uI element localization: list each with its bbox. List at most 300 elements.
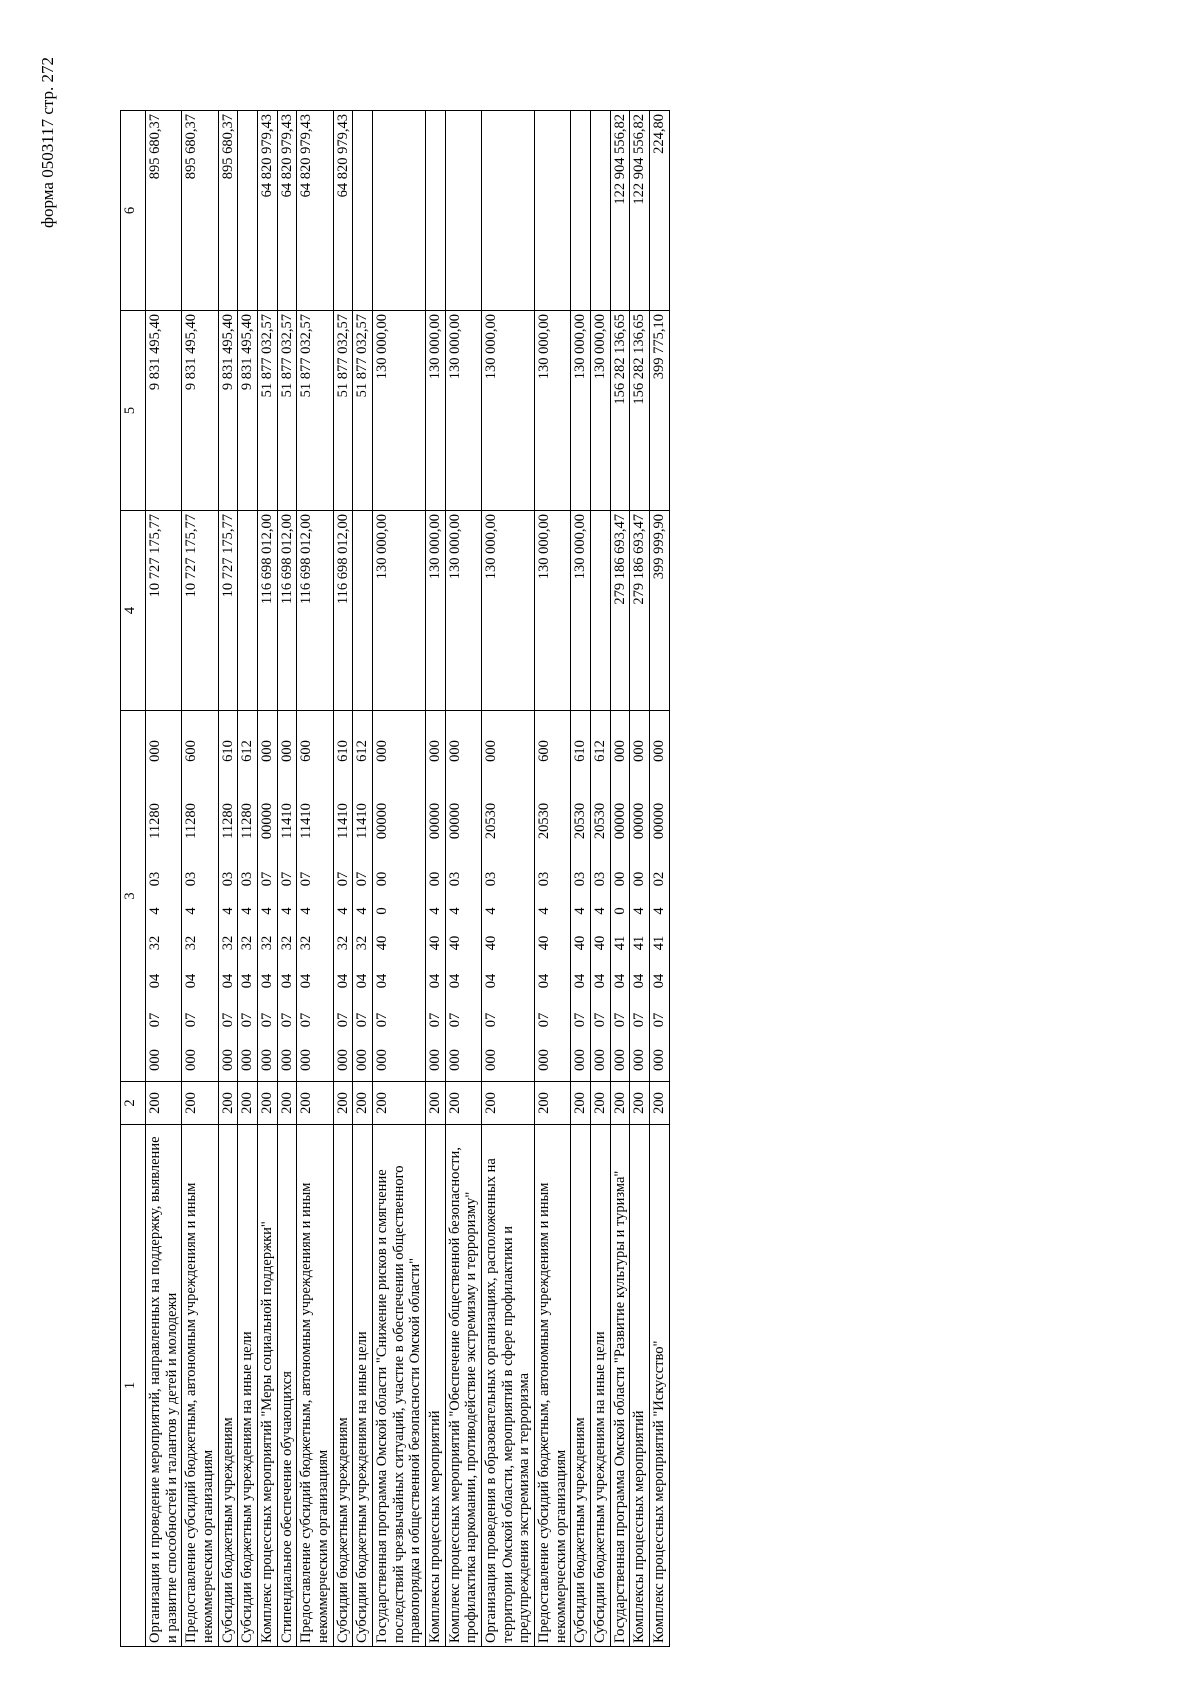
code-segments: [483, 711, 500, 1081]
code-segment: 07: [278, 1012, 295, 1028]
code-segment: 07: [219, 1012, 236, 1028]
line-code-cell: 200: [373, 1082, 426, 1125]
code-segment: 32: [219, 935, 236, 951]
code-segment: 000: [147, 1049, 163, 1071]
row-name-cell: Субсидии бюджетным учреждениям на иные цели: [238, 1125, 258, 1647]
code-segment: 32: [278, 935, 295, 951]
row-name-cell: Предоставление субсидий бюджетным, автономным учреждениям и иным некоммерческим организациям: [535, 1125, 571, 1647]
code-segment: 04: [651, 973, 668, 989]
code-segment: 000: [427, 740, 444, 762]
code-segment: 11280: [183, 803, 200, 839]
line-code-cell: 200: [630, 1082, 650, 1125]
code-segment: 04: [611, 973, 628, 989]
executed-amount-cell: 9 831 495,40: [238, 311, 258, 511]
line-code-cell: 200: [535, 1082, 571, 1125]
line-code-cell: 200: [258, 1082, 278, 1125]
code-segment: 000: [147, 740, 163, 762]
code-segment: 32: [354, 935, 371, 951]
unexecuted-amount-cell: 895 680,37: [146, 111, 182, 311]
approved-amount-cell: 279 186 693,47: [610, 511, 630, 711]
executed-amount-cell: 130 000,00: [373, 311, 426, 511]
classification-code-cell: [333, 711, 353, 1082]
code-segments: [612, 711, 629, 1081]
code-segment: 04: [259, 973, 276, 989]
code-segment: 000: [651, 740, 668, 762]
code-segment: 000: [374, 740, 391, 762]
code-segments: [447, 711, 464, 1081]
approved-amount-cell: 399 999,90: [650, 511, 670, 711]
code-segments: [536, 711, 553, 1081]
code-segment: 03: [592, 871, 609, 887]
code-segment: 04: [334, 973, 351, 989]
row-name-cell: Комплекс процессных мероприятий "Обеспечение общественной безопасности, профилактика наркомании, противодействие экстремизму и терроризму": [445, 1125, 481, 1647]
code-segments: [239, 711, 256, 1081]
code-segment: 07: [354, 1012, 371, 1028]
code-segment: 07: [427, 1012, 444, 1028]
code-segment: 612: [592, 740, 609, 762]
code-segment: 32: [334, 935, 351, 951]
executed-amount-cell: 51 877 032,57: [258, 311, 278, 511]
classification-code-cell: [535, 711, 571, 1082]
code-segment: 11410: [278, 803, 295, 839]
code-segment: 00000: [374, 802, 391, 840]
unexecuted-amount-cell: [238, 111, 258, 311]
code-segments: [572, 711, 589, 1081]
classification-code-cell: [218, 711, 238, 1082]
unexecuted-amount-cell: 122 904 556,82: [610, 111, 630, 311]
code-segment: 600: [536, 740, 553, 762]
code-segment: 03: [536, 871, 553, 887]
approved-amount-cell: [353, 511, 373, 711]
code-segment: 07: [334, 871, 351, 887]
code-segment: 07: [483, 1012, 500, 1028]
code-segments: [354, 711, 371, 1081]
code-segment: 4: [183, 907, 200, 915]
code-segment: 000: [427, 1049, 444, 1071]
executed-amount-cell: 9 831 495,40: [146, 311, 182, 511]
column-header: 5: [121, 311, 146, 511]
unexecuted-amount-cell: [426, 111, 446, 311]
code-segment: 07: [446, 1012, 463, 1028]
code-segment: 4: [147, 907, 163, 915]
table-row: [277, 111, 297, 1647]
classification-code-cell: [297, 711, 333, 1082]
unexecuted-amount-cell: 895 680,37: [218, 111, 238, 311]
code-segment: 4: [278, 907, 295, 915]
row-name-cell: Субсидии бюджетным учреждениям на иные цели: [591, 1125, 611, 1647]
code-segments: [374, 711, 391, 1081]
code-segment: 600: [183, 740, 200, 762]
row-name-cell: Субсидии бюджетным учреждениям: [333, 1125, 353, 1647]
approved-amount-cell: 130 000,00: [571, 511, 591, 711]
form-number-label: форма 0503117 стр. 272: [38, 57, 57, 228]
code-segment: 04: [446, 973, 463, 989]
code-segments: [279, 711, 296, 1081]
code-segment: 11280: [147, 803, 163, 839]
code-segment: 04: [536, 973, 553, 989]
code-segment: 000: [354, 1049, 371, 1071]
line-code-cell: 200: [333, 1082, 353, 1125]
code-segment: 04: [592, 973, 609, 989]
code-segment: 000: [446, 740, 463, 762]
code-segment: 07: [183, 1012, 200, 1028]
classification-code-cell: [445, 711, 481, 1082]
classification-code-cell: [571, 711, 591, 1082]
table-row: [297, 111, 333, 1647]
code-segment: 07: [592, 1012, 609, 1028]
code-segment: 000: [631, 1049, 648, 1071]
code-segment: 00: [611, 871, 628, 887]
approved-amount-cell: [591, 511, 611, 711]
code-segment: 03: [239, 871, 256, 887]
column-header: 6: [121, 111, 146, 311]
code-segment: 04: [183, 973, 200, 989]
code-segment: 00000: [259, 802, 276, 840]
approved-amount-cell: [238, 511, 258, 711]
executed-amount-cell: 130 000,00: [591, 311, 611, 511]
line-code-cell: 200: [277, 1082, 297, 1125]
code-segment: 40: [374, 935, 391, 951]
code-segment: 04: [483, 973, 500, 989]
code-segment: 000: [278, 740, 295, 762]
code-segment: 04: [374, 973, 391, 989]
unexecuted-amount-cell: [353, 111, 373, 311]
line-code-cell: 200: [610, 1082, 630, 1125]
code-segment: 11280: [219, 803, 236, 839]
code-segment: 03: [572, 871, 589, 887]
code-segment: 000: [611, 1049, 628, 1071]
code-segment: 00000: [611, 802, 628, 840]
classification-code-cell: [591, 711, 611, 1082]
code-segment: 40: [536, 935, 553, 951]
code-segment: 04: [239, 973, 256, 989]
code-segment: 4: [651, 907, 668, 915]
code-segments: [259, 711, 276, 1081]
code-segment: 00: [631, 871, 648, 887]
code-segment: 03: [446, 871, 463, 887]
executed-amount-cell: 9 831 495,40: [182, 311, 218, 511]
code-segment: 4: [631, 907, 648, 915]
code-segment: 07: [631, 1012, 648, 1028]
row-name-cell: Субсидии бюджетным учреждениям: [218, 1125, 238, 1647]
code-segments: [183, 711, 200, 1081]
table-row: [373, 111, 426, 1647]
executed-amount-cell: 156 282 136,65: [630, 311, 650, 511]
code-segment: 000: [536, 1049, 553, 1071]
code-segment: 07: [259, 871, 276, 887]
code-segment: 4: [483, 907, 500, 915]
table-row: [630, 111, 650, 1647]
classification-code-cell: [146, 711, 182, 1082]
code-segment: 07: [278, 871, 295, 887]
code-segment: 4: [334, 907, 351, 915]
code-segment: 41: [611, 935, 628, 951]
approved-amount-cell: 130 000,00: [482, 511, 535, 711]
code-segment: 20530: [536, 802, 553, 840]
code-segment: 03: [147, 871, 163, 887]
classification-code-cell: [373, 711, 426, 1082]
code-segment: 000: [483, 1049, 500, 1071]
classification-code-cell: [353, 711, 373, 1082]
code-segment: 07: [239, 1012, 256, 1028]
code-segment: 00: [427, 871, 444, 887]
code-segment: 00000: [446, 802, 463, 840]
code-segment: 32: [183, 935, 200, 951]
unexecuted-amount-cell: [535, 111, 571, 311]
code-segment: 4: [354, 907, 371, 915]
code-segment: 07: [611, 1012, 628, 1028]
code-segment: 00000: [631, 802, 648, 840]
code-segment: 11410: [354, 803, 371, 839]
code-segment: 4: [219, 907, 236, 915]
code-segment: 02: [651, 871, 668, 887]
approved-amount-cell: 130 000,00: [373, 511, 426, 711]
executed-amount-cell: 130 000,00: [571, 311, 591, 511]
line-code-cell: 200: [426, 1082, 446, 1125]
code-segments: [651, 711, 668, 1081]
table-row: [571, 111, 591, 1647]
approved-amount-cell: 279 186 693,47: [630, 511, 650, 711]
column-header: 2: [121, 1082, 146, 1125]
code-segment: 00000: [427, 802, 444, 840]
code-segment: 000: [219, 1049, 236, 1071]
code-segment: 40: [592, 935, 609, 951]
code-segments: [298, 711, 315, 1081]
code-segment: 07: [374, 1012, 391, 1028]
code-segment: 03: [219, 871, 236, 887]
code-segment: 00: [374, 871, 391, 887]
code-segment: 610: [334, 740, 351, 762]
unexecuted-amount-cell: [482, 111, 535, 311]
code-segment: 41: [651, 935, 668, 951]
executed-amount-cell: 9 831 495,40: [218, 311, 238, 511]
code-segment: 40: [483, 935, 500, 951]
unexecuted-amount-cell: 224,80: [650, 111, 670, 311]
row-name-cell: Предоставление субсидий бюджетным, автономным учреждениям и иным некоммерческим организациям: [297, 1125, 333, 1647]
table-row: [182, 111, 218, 1647]
code-segment: 04: [298, 973, 315, 989]
code-segment: 000: [592, 1049, 609, 1071]
code-segment: 000: [631, 740, 648, 762]
executed-amount-cell: 130 000,00: [426, 311, 446, 511]
row-name-cell: Комплекс процессных мероприятий "Меры социальной поддержки": [258, 1125, 278, 1647]
table-row: [650, 111, 670, 1647]
code-segment: 20530: [572, 802, 589, 840]
code-segment: 07: [298, 1012, 315, 1028]
code-segment: 04: [631, 973, 648, 989]
code-segment: 000: [572, 1049, 589, 1071]
code-segment: 04: [219, 973, 236, 989]
approved-amount-cell: 116 698 012,00: [333, 511, 353, 711]
code-segment: 07: [572, 1012, 589, 1028]
code-segment: 04: [147, 973, 163, 989]
code-segment: 000: [278, 1049, 295, 1071]
executed-amount-cell: 130 000,00: [445, 311, 481, 511]
code-segment: 03: [183, 871, 200, 887]
classification-code-cell: [258, 711, 278, 1082]
code-segment: 07: [354, 871, 371, 887]
line-code-cell: 200: [238, 1082, 258, 1125]
code-segment: 32: [298, 935, 315, 951]
executed-amount-cell: 51 877 032,57: [297, 311, 333, 511]
code-segment: 4: [239, 907, 256, 915]
code-segment: 07: [334, 1012, 351, 1028]
code-segments: [147, 711, 164, 1081]
unexecuted-amount-cell: [445, 111, 481, 311]
line-code-cell: 200: [445, 1082, 481, 1125]
unexecuted-amount-cell: 122 904 556,82: [630, 111, 650, 311]
classification-code-cell: [426, 711, 446, 1082]
approved-amount-cell: 116 698 012,00: [277, 511, 297, 711]
row-name-cell: Стипендиальное обеспечение обучающихся: [277, 1125, 297, 1647]
code-segment: 07: [298, 871, 315, 887]
code-segment: 000: [446, 1049, 463, 1071]
column-header: 3: [121, 711, 146, 1082]
code-segment: 612: [239, 740, 256, 762]
code-segment: 000: [298, 1049, 315, 1071]
code-segments: [427, 711, 444, 1081]
table-row: [333, 111, 353, 1647]
classification-code-cell: [482, 711, 535, 1082]
code-segment: 4: [427, 907, 444, 915]
code-segment: 610: [572, 740, 589, 762]
table-row: [482, 111, 535, 1647]
unexecuted-amount-cell: [591, 111, 611, 311]
line-code-cell: 200: [571, 1082, 591, 1125]
unexecuted-amount-cell: [571, 111, 591, 311]
classification-code-cell: [630, 711, 650, 1082]
row-name-cell: Организация и проведение мероприятий, направленных на поддержку, выявление и развитие способностей и талантов у детей и молодежи: [146, 1125, 182, 1647]
line-code-cell: 200: [650, 1082, 670, 1125]
code-segment: 4: [536, 907, 553, 915]
row-name-cell: Предоставление субсидий бюджетным, автономным учреждениям и иным некоммерческим организациям: [182, 1125, 218, 1647]
line-code-cell: 200: [297, 1082, 333, 1125]
code-segment: 11410: [334, 803, 351, 839]
code-segments: [220, 711, 237, 1081]
code-segment: 0: [611, 907, 628, 915]
approved-amount-cell: 10 727 175,77: [182, 511, 218, 711]
row-name-cell: Комплексы процессных мероприятий: [630, 1125, 650, 1647]
code-segment: 4: [446, 907, 463, 915]
classification-code-cell: [238, 711, 258, 1082]
executed-amount-cell: 51 877 032,57: [333, 311, 353, 511]
classification-code-cell: [277, 711, 297, 1082]
approved-amount-cell: 10 727 175,77: [218, 511, 238, 711]
code-segment: 610: [219, 740, 236, 762]
executed-amount-cell: 156 282 136,65: [610, 311, 630, 511]
code-segment: 04: [572, 973, 589, 989]
line-code-cell: 200: [591, 1082, 611, 1125]
row-name-cell: Субсидии бюджетным учреждениям: [571, 1125, 591, 1647]
code-segment: 000: [239, 1049, 256, 1071]
column-header: 4: [121, 511, 146, 711]
table-row: [238, 111, 258, 1647]
line-code-cell: 200: [482, 1082, 535, 1125]
row-name-cell: Комплекс процессных мероприятий "Искусство": [650, 1125, 670, 1647]
column-header: 1: [121, 1125, 146, 1647]
code-segment: 07: [651, 1012, 668, 1028]
classification-code-cell: [610, 711, 630, 1082]
code-segment: 40: [427, 935, 444, 951]
table-body: [146, 111, 670, 1647]
line-code-cell: 200: [353, 1082, 373, 1125]
code-segment: 000: [374, 1049, 391, 1071]
executed-amount-cell: 130 000,00: [535, 311, 571, 511]
code-segments: [335, 711, 352, 1081]
approved-amount-cell: 116 698 012,00: [258, 511, 278, 711]
code-segment: 0: [374, 907, 391, 915]
code-segment: 32: [147, 935, 163, 951]
code-segment: 000: [611, 740, 628, 762]
row-name-cell: Государственная программа Омской области "Развитие культуры и туризма": [610, 1125, 630, 1647]
code-segment: 000: [651, 1049, 668, 1071]
code-segment: 20530: [592, 802, 609, 840]
code-segment: 07: [147, 1012, 163, 1028]
approved-amount-cell: 130 000,00: [426, 511, 446, 711]
unexecuted-amount-cell: 64 820 979,43: [297, 111, 333, 311]
table-row: [426, 111, 446, 1647]
row-name-cell: Государственная программа Омской области "Снижение рисков и смягчение последствий чрезвычайных ситуаций, участие в обеспечении общественного правопорядка и общественной безопасности Омской области": [373, 1125, 426, 1647]
code-segment: 07: [536, 1012, 553, 1028]
code-segment: 04: [278, 973, 295, 989]
table-row: [146, 111, 182, 1647]
table-row: [445, 111, 481, 1647]
executed-amount-cell: 130 000,00: [482, 311, 535, 511]
code-segment: 4: [259, 907, 276, 915]
rotated-page: [120, 0, 1080, 1697]
executed-amount-cell: 51 877 032,57: [277, 311, 297, 511]
classification-code-cell: [182, 711, 218, 1082]
table-row: [218, 111, 238, 1647]
table-row: [591, 111, 611, 1647]
executed-amount-cell: 399 775,10: [650, 311, 670, 511]
code-segment: 000: [259, 1049, 276, 1071]
table-row: [353, 111, 373, 1647]
code-segment: 4: [572, 907, 589, 915]
code-segment: 4: [298, 907, 315, 915]
table-row: [258, 111, 278, 1647]
approved-amount-cell: 130 000,00: [535, 511, 571, 711]
row-name-cell: Субсидии бюджетным учреждениям на иные цели: [353, 1125, 373, 1647]
code-segment: 000: [334, 1049, 351, 1071]
table-row: [610, 111, 630, 1647]
code-segment: 4: [592, 907, 609, 915]
unexecuted-amount-cell: 895 680,37: [182, 111, 218, 311]
code-segment: 20530: [483, 802, 500, 840]
code-segment: 000: [183, 1049, 200, 1071]
code-segment: 04: [427, 973, 444, 989]
code-segment: 32: [259, 935, 276, 951]
form-header: [0, 0, 57, 1697]
line-code-cell: 200: [218, 1082, 238, 1125]
table-row: [535, 111, 571, 1647]
approved-amount-cell: 116 698 012,00: [297, 511, 333, 711]
code-segment: 32: [239, 935, 256, 951]
code-segment: 03: [483, 871, 500, 887]
unexecuted-amount-cell: 64 820 979,43: [277, 111, 297, 311]
executed-amount-cell: 51 877 032,57: [353, 311, 373, 511]
code-segment: 07: [259, 1012, 276, 1028]
budget-table: [120, 110, 670, 1647]
code-segment: 41: [631, 935, 648, 951]
code-segment: 11410: [298, 803, 315, 839]
code-segment: 000: [483, 740, 500, 762]
column-number-row: [121, 111, 146, 1647]
code-segment: 40: [446, 935, 463, 951]
unexecuted-amount-cell: [373, 111, 426, 311]
code-segment: 612: [354, 740, 371, 762]
classification-code-cell: [650, 711, 670, 1082]
